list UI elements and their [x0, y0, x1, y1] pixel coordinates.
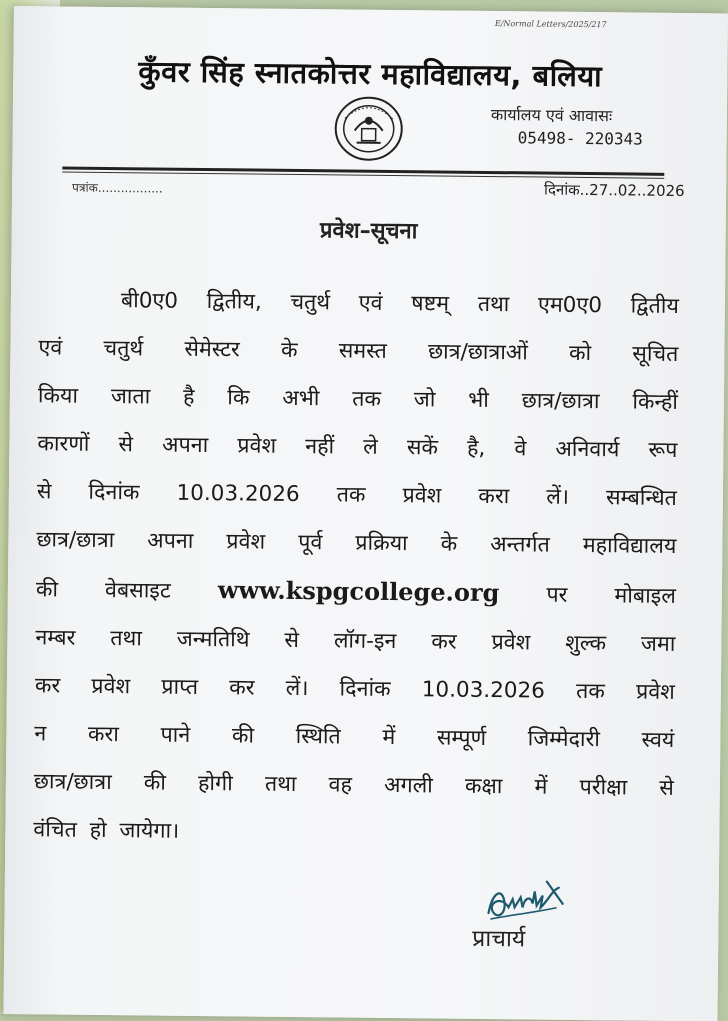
- letter-number-field: पत्रांक.................: [72, 180, 163, 196]
- website-link[interactable]: www.kspgcollege.org: [217, 575, 500, 608]
- body-text: की वेबसाइट: [35, 577, 171, 604]
- college-seal-icon: [332, 94, 405, 163]
- body-line: कर प्रवेश प्राप्त कर लें। दिनांक 10.03.2026 तक प्रवेश: [34, 673, 675, 705]
- letter-date: दिनांक..27..02..2026: [544, 180, 685, 201]
- phone-number: 05498- 220343: [517, 128, 643, 149]
- body-line: बी0ए0 द्वितीय, चतुर्थ एवं षष्टम् तथा एम0ए0 द्वितीय: [120, 288, 680, 319]
- body-line: छात्र/छात्रा की होगी तथा वह अगली कक्षा में परीक्षा से: [33, 769, 674, 801]
- office-label: कार्यालय एवं आवासः: [490, 105, 613, 126]
- body-line: वंचित हो जायेगा।: [33, 817, 180, 844]
- body-line: छात्र/छात्रा अपना प्रवेश पूर्व प्रक्रिया के अन्तर्गत महाविद्यालय: [36, 527, 677, 559]
- principal-designation: प्राचार्य: [472, 925, 526, 953]
- college-name: कुँवर सिंह स्नातकोत्तर महाविद्यालय, बलिया: [138, 54, 603, 94]
- body-line: एवं चतुर्थ सेमेस्टर के समस्त छात्र/छात्राओं को सूचित: [38, 335, 679, 367]
- body-text: पर मोबाइल: [546, 582, 676, 609]
- body-line-website: [36, 564, 676, 621]
- notice-body: [33, 276, 679, 861]
- body-line: कारणों से अपना प्रवेश नहीं ले सकें है, वे अनिवार्य रूप: [37, 431, 678, 463]
- body-line: न करा पाने की स्थिति में सम्पूर्ण जिम्मेदारी स्वयं: [34, 721, 675, 753]
- body-line: से दिनांक 10.03.2026 तक प्रवेश करा लें। सम्बन्धित: [36, 479, 678, 511]
- reference-number: E/Normal Letters/2025/217: [494, 19, 607, 30]
- notice-title: प्रवेश–सूचना: [319, 218, 418, 245]
- notice-paper: [3, 6, 728, 1021]
- body-line: नम्बर तथा जन्मतिथि से लॉग-इन कर प्रवेश शुल्क जमा: [35, 625, 676, 657]
- body-line: किया जाता है कि अभी तक जो भी छात्र/छात्रा किन्हीं: [37, 383, 679, 415]
